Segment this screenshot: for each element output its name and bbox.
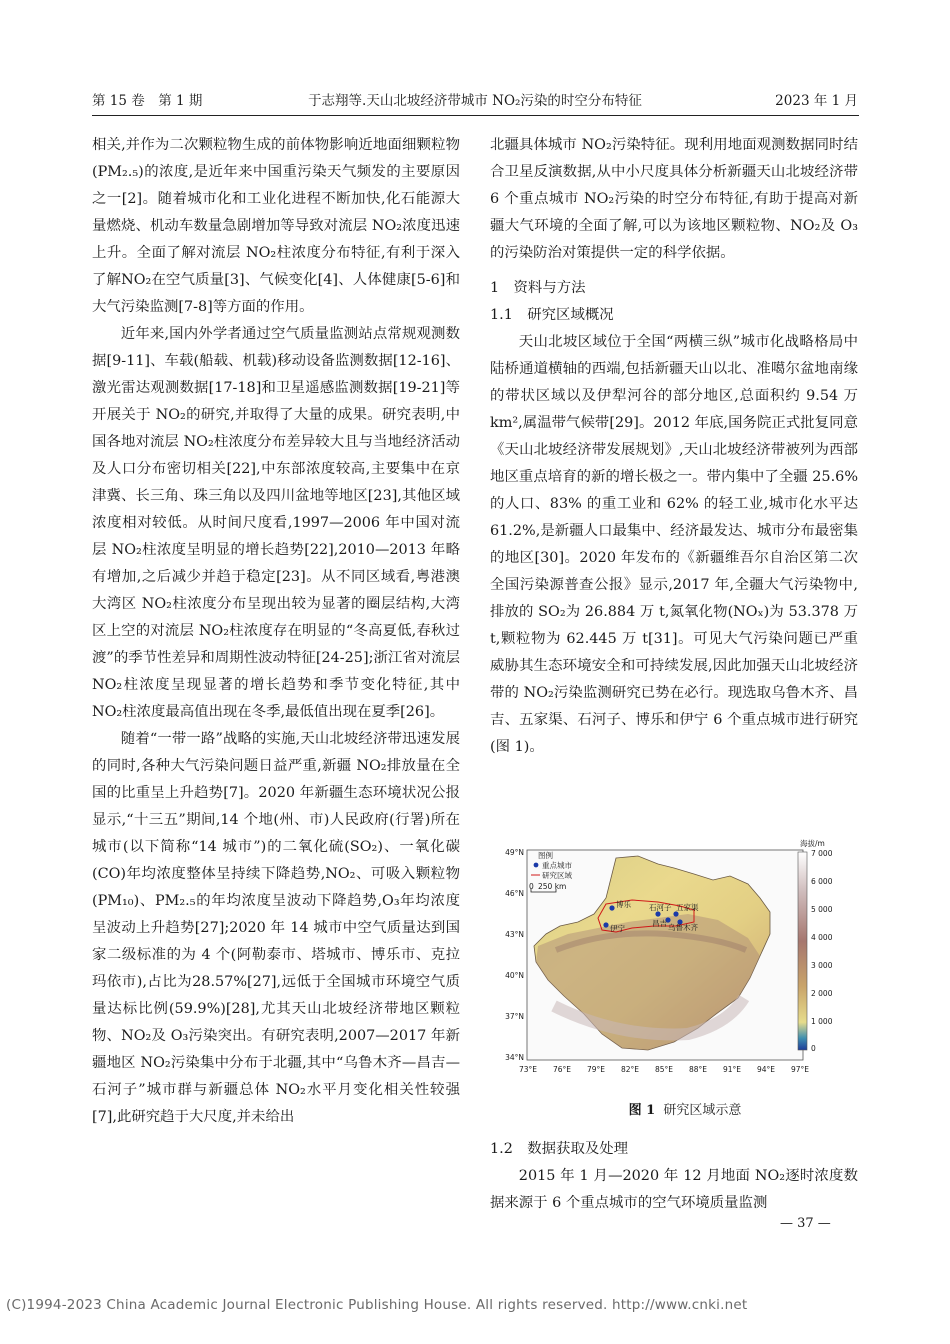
colorbar-tick: 7 000 (811, 849, 833, 858)
colorbar-tick: 4 000 (811, 933, 833, 942)
city-marker-yining (603, 922, 608, 927)
left-paragraph-3: 随着“一带一路”战略的实施,天山北坡经济带迅速发展的同时,各种大气污染问题日益严重,新疆 NO₂排放量在全国的比重呈上升趋势[7]。2020 年新疆生态环境状况公报显示,“十三五”期间,14 个地(州、市)人民政府(行署)所在城市(以下简称“14 城市”)的二氧化硫(SO₂)、一氧化碳(CO)年均浓度整体呈持续下降趋势,NO₂、可吸入颗粒物(PM₁₀)、PM₂.₅的年均浓度呈波动下降趋势,O₃年均浓度呈波动上升趋势[27];2020 年 14 城市中空气质量达到国家二级标准的为 4 个(阿勒泰市、塔城市、博乐市、克拉玛依市),占比为28.57%[27],远低于全国城市环境空气质量达标比例(59.9%)[28],尤其天山北坡经济带地区颗粒物、NO₂及 O₃污染突出。有研究表明,2007—2017 年新疆地区 NO₂污染集中分布于北疆,其中“乌鲁木齐—昌吉—石河子”城市群与新疆总体 NO₂水平月变化相关性较强[7],此研究趋于大尺度,并未给出 (92, 731, 460, 1125)
city-label-urumqi: 乌鲁木齐 (668, 923, 698, 932)
header-date: 2023 年 1 月 (775, 93, 858, 109)
page-number: — 37 — (780, 1216, 831, 1231)
figure-caption-label: 图 1 (628, 1103, 656, 1118)
city-label-bole: 博乐 (616, 900, 631, 909)
colorbar-tick: 3 000 (811, 961, 833, 970)
figure-caption-text: 研究区域示意 (663, 1103, 742, 1118)
lat-tick: 37°N (505, 1012, 524, 1021)
colorbar-tick: 6 000 (811, 877, 833, 886)
header-article-title: 于志翔等.天山北坡经济带城市 NO₂污染的时空分布特征 (308, 93, 642, 109)
copyright-footer: (C)1994-2023 China Academic Journal Electronic Publishing House. All rights reserved. http://www.cnki.net (6, 1297, 748, 1313)
section-heading-1: 1 资料与方法 (490, 280, 586, 296)
legend-title: 图例 (538, 851, 553, 860)
lon-tick: 85°E (654, 1065, 674, 1074)
longitude-axis (519, 1065, 809, 1074)
left-column (92, 132, 460, 1131)
left-paragraph-1: 相关,并作为二次颗粒物生成的前体物影响近地面细颗粒物(PM₂.₅)的浓度,是近年来中国重污染天气频发的主要原因之一[2]。随着城市化和工业化进程不断加快,化石能源大量燃烧、机动车数量急剧增加等导致对流层 NO₂浓度迅速上升。全面了解对流层 NO₂柱浓度分布特征,有利于深入了解NO₂在空气质量[3]、气候变化[4]、人体健康[5-6]和大气污染监测[7-8]等方面的作用。 (92, 137, 460, 315)
lon-tick: 76°E (552, 1065, 572, 1074)
header-volume: 第 15 卷 第 1 期 (92, 93, 203, 109)
section-heading-1-1: 1.1 研究区域概况 (490, 307, 614, 323)
city-marker-bole (609, 905, 614, 910)
city-label-yining: 伊宁 (610, 924, 625, 933)
lon-tick: 82°E (620, 1065, 640, 1074)
right-paragraph-2: 天山北坡区域位于全国“两横三纵”城市化战略格局中陆桥通道横轴的西端,包括新疆天山以北、准噶尔盆地南缘的带状区域以及伊犁河谷的部分地区,总面积约 9.54 万 km²,属温带气候带[29]。2012 年底,国务院正式批复同意《天山北坡经济带发展规划》,天山北坡经济带被列为西部地区重点培育的新的增长极之一。带内集中了全疆 25.6% 的人口、83% 的重工业和 62% 的轻工业,城市化水平达 61.2%,是新疆人口最集中、经济最发达、城市分布最密集的地区[30]。2020 年发布的《新疆维吾尔自治区第二次全国污染源普查公报》显示,2017 年,全疆大气污染物中,排放的 SO₂为 26.884 万 t,氮氧化物(NOₓ)为 53.378 万 t,颗粒物为 62.445 万 t[31]。可见大气污染问题已严重威胁其生态环境安全和可持续发展,因此加强天山北坡经济带的 NO₂污染监测研究已势在必行。现选取乌鲁木齐、昌吉、五家渠、石河子、博乐和伊宁 6 个重点城市进行研究(图 1)。 (490, 334, 858, 755)
city-marker-wujiaqu (673, 911, 678, 916)
lat-tick: 46°N (505, 889, 524, 898)
lat-tick: 49°N (505, 848, 524, 857)
legend-region-label: 研究区域 (542, 871, 572, 880)
colorbar-tick: 5 000 (811, 905, 833, 914)
colorbar-title: 海拔/m (800, 839, 825, 848)
lon-tick: 79°E (586, 1065, 606, 1074)
lon-tick: 73°E (518, 1065, 538, 1074)
lon-tick: 91°E (722, 1065, 742, 1074)
lat-tick: 34°N (505, 1053, 524, 1062)
lon-tick: 94°E (756, 1065, 776, 1074)
lon-tick: 97°E (790, 1065, 810, 1074)
legend-city-symbol (534, 863, 539, 868)
figure-caption (600, 1099, 770, 1118)
colorbar-tick: 1 000 (811, 1017, 833, 1026)
right-paragraph-3: 2015 年 1 月—2020 年 12 月地面 NO₂逐时浓度数据来源于 6 个重点城市的空气环境质量监测 (490, 1168, 858, 1211)
right-column-lower (490, 1136, 858, 1217)
latitude-axis (505, 848, 524, 1062)
section-heading-1-2: 1.2 数据获取及处理 (490, 1141, 629, 1157)
colorbar-tick: 2 000 (811, 989, 833, 998)
city-label-changji: 昌吉 (652, 919, 667, 928)
right-paragraph-1: 北疆具体城市 NO₂污染特征。现利用地面观测数据同时结合卫星反演数据,从中小尺度具体分析新疆天山北坡经济带 6 个重点城市 NO₂污染的时空分布特征,有助于提高对新疆大气环境的全面了解,可以为该地区颗粒物、NO₂及 O₃的污染防治对策提供一定的科学依据。 (490, 137, 858, 261)
colorbar-tick: 0 (811, 1044, 816, 1053)
right-column (490, 132, 858, 761)
scale-end: 250 km (538, 882, 567, 891)
study-area-map (498, 838, 834, 1100)
header-rule (92, 115, 859, 116)
lon-tick: 88°E (688, 1065, 708, 1074)
elevation-colorbar (798, 852, 807, 1050)
lat-tick: 43°N (505, 930, 524, 939)
lat-tick: 40°N (505, 971, 524, 980)
scale-start: 0 (529, 882, 534, 891)
city-marker-shihezi (655, 911, 660, 916)
city-label-shihezi: 石河子 (649, 903, 672, 912)
city-label-wujiaqu: 五家渠 (676, 903, 699, 912)
legend-city-label: 重点城市 (542, 861, 572, 870)
left-paragraph-2: 近年来,国内外学者通过空气质量监测站点常规观测数据[9-11]、车载(船载、机载)移动设备监测数据[12-16]、激光雷达观测数据[17-18]和卫星遥感监测数据[19-21]等开展关于 NO₂的研究,并取得了大量的成果。研究表明,中国各地对流层 NO₂柱浓度分布差异较大且与当地经济活动及人口分布密切相关[22],中东部浓度较高,主要集中在京津冀、长三角、珠三角以及四川盆地等地区[23],其他区域浓度相对较低。从时间尺度看,1997—2006 年中国对流层 NO₂柱浓度呈明显的增长趋势[22],2010—2013 年略有增加,之后减少并趋于稳定[23]。从不同区域看,粤港澳大湾区 NO₂柱浓度分布呈现出较为显著的圈层结构,大湾区上空的对流层 NO₂柱浓度存在明显的“冬高夏低,春秋过渡”的季节性差异和周期性波动特征[24-25];浙江省对流层 NO₂柱浓度呈现显著的增长趋势和季节变化特征,其中 NO₂柱浓度最高值出现在冬季,最低值出现在夏季[26]。 (92, 326, 460, 720)
